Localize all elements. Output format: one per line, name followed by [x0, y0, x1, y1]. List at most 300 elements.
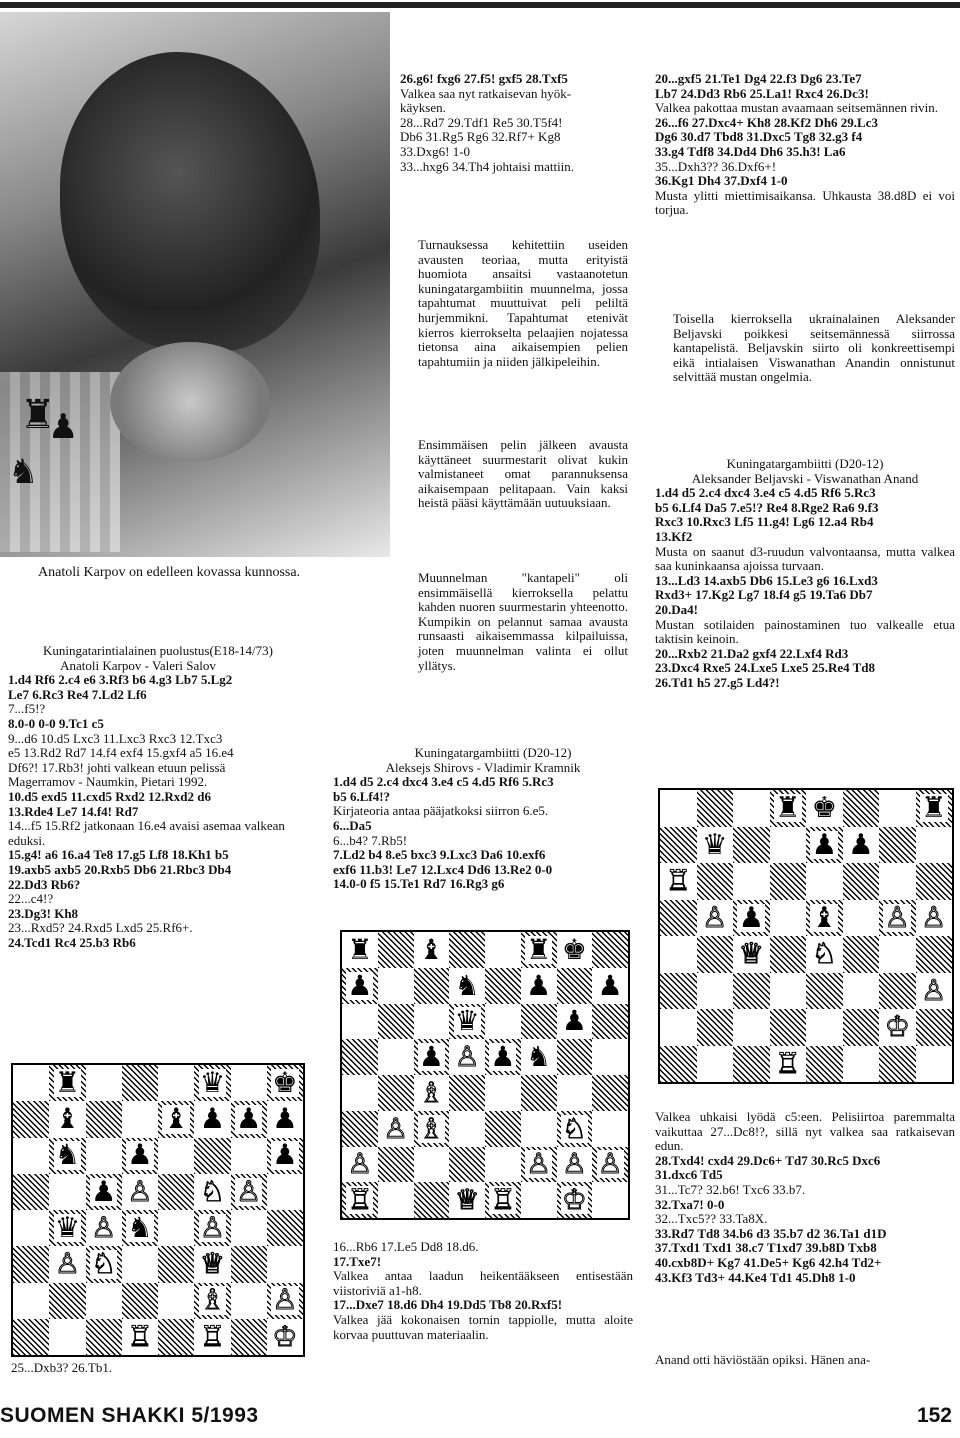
- board-square: [879, 973, 916, 1010]
- chess-piece: ♜: [920, 791, 947, 825]
- board-square: [231, 1283, 267, 1319]
- col2-para1: Turnauksessa kehitettiin useiden avausten teoriaa, mutta erityistä huomiota ansaitsi vastaanotetun kuningatargambiitin muunnelma, jossa tapahtumat muuttuivat peli peliltä hurjemmikni. Tapahtumat etenivät kierros kierrokselta pelaajien nojatessa tietonsa aina aikaisempien pelien tapahtumiin ja niiden jälkipeleihin.: [418, 237, 628, 369]
- board-square: [449, 1111, 485, 1147]
- board-square: [916, 1009, 953, 1046]
- board-square: [449, 1075, 485, 1111]
- board-square: [843, 827, 880, 864]
- board-square: [267, 1283, 303, 1319]
- board-square: [521, 932, 557, 968]
- board-square: [13, 1246, 49, 1282]
- board-square: [13, 1065, 49, 1101]
- chess-piece: ♟: [418, 1040, 444, 1074]
- board-square: [660, 1046, 697, 1083]
- chess-piece: ♖: [490, 1183, 516, 1217]
- text-line: 32.Txa7! 0-0: [655, 1196, 725, 1212]
- board-square: [879, 900, 916, 937]
- board-square: [49, 1246, 85, 1282]
- board-square: [521, 968, 557, 1004]
- board-square: [158, 1138, 194, 1174]
- game1-players: Anatoli Karpov - Valeri Salov: [60, 657, 216, 673]
- text-line: 23...Rxd5? 24.Rxd5 Lxd5 25.Rf6+.: [8, 920, 193, 936]
- board-square: [485, 1182, 521, 1218]
- text-line: 20...Rxb2 21.Da2 gxf4 22.Lxf4 Rd3: [655, 645, 849, 661]
- text-line: 28...Rd7 29.Tdf1 Re5 30.T5f4!: [400, 114, 563, 130]
- board-square: [806, 827, 843, 864]
- board-square: [194, 1174, 230, 1210]
- board-square: [158, 1210, 194, 1246]
- chess-piece: ♖: [347, 1183, 373, 1217]
- board-square: [733, 790, 770, 827]
- board-square: [158, 1101, 194, 1137]
- chess-piece: ♗: [418, 1111, 444, 1145]
- board-square: [13, 1174, 49, 1210]
- chess-piece: ♞: [526, 1040, 552, 1074]
- text-line: 8.0-0 0-0 9.Tc1 c5: [8, 715, 104, 731]
- board-square: [697, 900, 734, 937]
- chess-piece: ♙: [272, 1283, 298, 1317]
- text-line: 20.Da4!: [655, 601, 698, 617]
- chess-diagram-1: [11, 1063, 305, 1357]
- text-line: exf6 11.b3! Le7 12.Lxc4 Dd6 13.Re2 0-0: [333, 861, 553, 877]
- board-square: [592, 968, 628, 1004]
- board-square: [378, 1182, 414, 1218]
- board-square: [49, 1065, 85, 1101]
- board-square: [770, 1009, 807, 1046]
- board-square: [557, 1111, 593, 1147]
- chess-piece: ♟: [347, 968, 373, 1002]
- board-square: [414, 968, 450, 1004]
- chess-piece: ♙: [199, 1210, 226, 1244]
- board-square: [13, 1283, 49, 1319]
- board-square: [660, 936, 697, 973]
- board-square: [342, 968, 378, 1004]
- chess-diagram-3: [658, 788, 954, 1084]
- text-line: 1.d4 d5 2.c4 dxc4 3.e4 c5 4.d5 Rf6 5.Rc3: [333, 774, 554, 790]
- board-square: [342, 1075, 378, 1111]
- text-line: Lb7 24.Dd3 Rb6 25.La1! Rxc4 26.Dc3!: [655, 85, 869, 101]
- magazine-title: SUOMEN SHAKKI 5/1993: [0, 1404, 259, 1427]
- board-square: [660, 790, 697, 827]
- board-square: [485, 1075, 521, 1111]
- text-line: 19.axb5 axb5 20.Rxb5 Db6 21.Rbc3 Db4: [8, 861, 232, 877]
- chess-piece: ♚: [272, 1065, 298, 1099]
- board-square: [122, 1101, 158, 1137]
- board-square: [697, 936, 734, 973]
- board-square: [231, 1138, 267, 1174]
- board-square: [770, 900, 807, 937]
- board-square: [86, 1174, 122, 1210]
- text-line: 37.Txd1 Txd1 38.c7 T1xd7 39.b8D Txb8: [655, 1240, 877, 1256]
- text-line: 16...Rb6 17.Le5 Dd8 18.d6.: [333, 1239, 479, 1254]
- chess-piece: ♛: [54, 1210, 81, 1244]
- chess-piece: ♟: [738, 900, 765, 934]
- board-square: [449, 932, 485, 968]
- board-square: [521, 1039, 557, 1075]
- board-square: [697, 1046, 734, 1083]
- board-square: [378, 1004, 414, 1040]
- board-square: [592, 1111, 628, 1147]
- board-square: [879, 863, 916, 900]
- board-square: [194, 1246, 230, 1282]
- board-square: [733, 827, 770, 864]
- board-square: [485, 932, 521, 968]
- chess-piece: ♕: [199, 1247, 226, 1281]
- board-square: [414, 1182, 450, 1218]
- game1-after: 25...Dxb3? 26.Tb1.: [11, 1360, 113, 1375]
- text-line: 13.Kf2: [655, 528, 693, 544]
- text-line: Df6?! 17.Rb3! johti valkean etuun pelissä: [8, 759, 226, 775]
- photo-karpov: ♜ ♟ ♞: [0, 12, 390, 557]
- board-square: [378, 1039, 414, 1075]
- text-line: Musta on saanut d3-ruudun valvontaansa, mutta valkea saa kuninkaansa ajoissa turvaan.: [655, 543, 955, 574]
- board-square: [231, 1210, 267, 1246]
- text-line: 20...gxf5 21.Te1 Dg4 22.f3 Dg6 23.Te7: [655, 71, 862, 86]
- text-line: b5 6.Lf4!?: [333, 788, 391, 804]
- board-square: [916, 900, 953, 937]
- text-line: 15.g4! a6 16.a4 Te8 17.g5 Lf8 18.Kh1 b5: [8, 847, 229, 863]
- board-square: [158, 1319, 194, 1355]
- board-square: [697, 1009, 734, 1046]
- text-line: Valkea uhkaisi lyödä c5:een. Pelisiirtoa paremmalta vaikuttaa 27...Dc8!?, sillä nyt valkea saa ratkaisevan edun.: [655, 1109, 955, 1154]
- board-square: [267, 1174, 303, 1210]
- chess-piece: ♙: [526, 1147, 552, 1181]
- board-square: [49, 1319, 85, 1355]
- board-square: [806, 1046, 843, 1083]
- board-square: [485, 1111, 521, 1147]
- board-square: [231, 1319, 267, 1355]
- chess-diagram-2: [340, 930, 630, 1220]
- chess-piece: ♗: [199, 1283, 226, 1317]
- chess-piece: ♟: [272, 1138, 298, 1172]
- board-square: [194, 1138, 230, 1174]
- text-line: 33.Dxg6! 1-0: [400, 143, 471, 159]
- text-line: käyksen.: [400, 100, 446, 116]
- text-line: 35...Dxh3?? 36.Dxf6+!: [655, 158, 777, 174]
- text-line: 31.dxc6 Td5: [655, 1167, 723, 1183]
- chess-piece: ♙: [701, 900, 728, 934]
- board-square: [557, 932, 593, 968]
- text-line: 14.0-0 f5 15.Te1 Rd7 16.Rg3 g6: [333, 876, 505, 892]
- chess-piece: ♙: [235, 1174, 262, 1208]
- text-line: 22.Dd3 Rb6?: [8, 876, 81, 892]
- board-square: [697, 973, 734, 1010]
- game3-players: Aleksander Beljavski - Viswanathan Anand: [691, 470, 919, 486]
- text-line: 17.Txe7!: [333, 1253, 382, 1269]
- chess-piece: ♙: [347, 1147, 373, 1181]
- col3-para1: Toisella kierroksella ukrainalainen Aleksander Beljavski poikkesi seitsemännessä siirrossa kantapelistä. Beljavskin siirto oli konkreettisempi eikä intialaisen Viswanathan Anandin onnistunut selvittää mustan ongelmia.: [673, 311, 955, 385]
- board-square: [378, 968, 414, 1004]
- board-square: [557, 1182, 593, 1218]
- board-square: [770, 827, 807, 864]
- text-line: 28.Txd4! cxd4 29.Dc6+ Td7 30.Rc5 Dxc6: [655, 1152, 881, 1168]
- chess-piece: ♔: [884, 1010, 911, 1044]
- game2-players: Aleksejs Shirovs - Vladimir Kramnik: [385, 759, 581, 775]
- text-line: 32...Txc5?? 33.Ta8X.: [655, 1211, 768, 1227]
- text-line: 23.Dxc4 Rxe5 24.Lxe5 Lxe5 25.Re4 Td8: [655, 660, 876, 676]
- text-line: 43.Kf3 Td3+ 44.Ke4 Td1 45.Dh8 1-0: [655, 1269, 856, 1285]
- board-square: [521, 1075, 557, 1111]
- board-square: [697, 863, 734, 900]
- board-square: [414, 1075, 450, 1111]
- chess-piece: ♜: [54, 1065, 81, 1099]
- game2-block: [333, 746, 633, 892]
- chess-piece: ♜: [774, 791, 801, 825]
- board-square: [86, 1138, 122, 1174]
- board-square: [378, 1111, 414, 1147]
- board-square: [231, 1174, 267, 1210]
- board-square: [806, 1009, 843, 1046]
- game1-block: [8, 644, 308, 950]
- board-square: [916, 863, 953, 900]
- board-square: [843, 936, 880, 973]
- text-line: 26.Td1 h5 27.g5 Ld4?!: [655, 674, 780, 690]
- board-square: [879, 790, 916, 827]
- text-line: 10.d5 exd5 11.cxd5 Rxd2 12.Rxd2 d6: [8, 788, 211, 804]
- board-square: [592, 1004, 628, 1040]
- text-line: Kirjateoria antaa pääjatkoksi siirron 6.e5.: [333, 803, 549, 819]
- board-square: [557, 968, 593, 1004]
- board-square: [806, 790, 843, 827]
- board-square: [158, 1174, 194, 1210]
- chess-piece: ♘: [811, 937, 838, 971]
- text-line: 33.Rd7 Td8 34.b6 d3 35.b7 d2 36.Ta1 d1D: [655, 1225, 887, 1241]
- text-line: Valkea antaa laadun heikentääkseen entisestään viistoriviä a1-h8.: [333, 1268, 633, 1298]
- chess-piece: ♜: [526, 932, 552, 966]
- board-square: [122, 1319, 158, 1355]
- board-square: [267, 1065, 303, 1101]
- board-square: [733, 936, 770, 973]
- board-square: [378, 932, 414, 968]
- text-line: 36.Kg1 Dh4 37.Dxf4 1-0: [655, 173, 788, 189]
- board-square: [86, 1246, 122, 1282]
- board-square: [733, 1046, 770, 1083]
- board-square: [485, 968, 521, 1004]
- col2-para3: Muunnelman "kantapeli" oli ensimmäisellä kierroksella pelattu kahden nuoren suurmestarin yhteenotto. Kumpikin on pelannut samaa avausta runsaasti aikaisemmassa kilpailuissa, joten muunnelman valinta ei ollut yllätys.: [418, 570, 628, 673]
- chess-piece: ♔: [272, 1319, 298, 1353]
- text-line: 14...f5 15.Rf2 jatkonaan 16.e4 avaisi asemaa valkean eduksi.: [8, 818, 285, 848]
- board-square: [13, 1101, 49, 1137]
- board-square: [557, 1075, 593, 1111]
- text-line: 22...c4!?: [8, 891, 54, 907]
- board-square: [806, 900, 843, 937]
- board-square: [342, 1147, 378, 1183]
- chess-piece: ♟: [811, 827, 838, 861]
- text-line: 6...Da5: [333, 817, 372, 833]
- board-square: [916, 827, 953, 864]
- board-square: [122, 1246, 158, 1282]
- chess-piece: ♛: [454, 1004, 480, 1038]
- chess-piece: ♝: [54, 1102, 81, 1136]
- chess-piece: ♟: [90, 1174, 117, 1208]
- game3-title: Kuningatargambiitti (D20-12): [726, 456, 884, 471]
- chess-piece: ♙: [54, 1247, 81, 1281]
- board-square: [770, 790, 807, 827]
- chess-piece: ♙: [383, 1111, 409, 1145]
- text-line: Db6 31.Rg5 Rg6 32.Rf7+ Kg8: [400, 129, 561, 145]
- col2-top: [400, 72, 628, 174]
- chess-piece: ♟: [127, 1138, 153, 1172]
- board-square: [86, 1101, 122, 1137]
- col3-final: Anand otti häviöstään opiksi. Hänen ana-: [655, 1352, 871, 1367]
- board-square: [231, 1246, 267, 1282]
- text-line: Musta ylitti miettimisaikansa. Uhkausta 38.d8D ei voi torjua.: [655, 187, 955, 218]
- text-line: 9...d6 10.d5 Lxc3 11.Lxc3 Rxc3 12.Txc3: [8, 730, 223, 746]
- board-square: [521, 1147, 557, 1183]
- text-line: 31...Tc7? 32.b6! Txc6 33.b7.: [655, 1181, 806, 1197]
- chess-piece: ♟: [561, 1004, 587, 1038]
- board-square: [485, 1147, 521, 1183]
- board-square: [843, 1009, 880, 1046]
- board-square: [49, 1283, 85, 1319]
- board-square: [414, 1111, 450, 1147]
- board-square: [770, 863, 807, 900]
- board-square: [86, 1319, 122, 1355]
- board-square: [342, 1039, 378, 1075]
- board-square: [770, 1046, 807, 1083]
- board-square: [267, 1101, 303, 1137]
- board-square: [158, 1065, 194, 1101]
- board-square: [843, 973, 880, 1010]
- board-square: [879, 827, 916, 864]
- board-square: [378, 1147, 414, 1183]
- page-number: 152: [916, 1404, 952, 1427]
- board-square: [49, 1174, 85, 1210]
- chess-piece: ♟: [597, 968, 623, 1002]
- board-square: [122, 1210, 158, 1246]
- board-square: [49, 1210, 85, 1246]
- board-square: [414, 1039, 450, 1075]
- chess-piece: ♙: [561, 1147, 587, 1181]
- board-square: [557, 1039, 593, 1075]
- board-square: [592, 1075, 628, 1111]
- board-square: [342, 932, 378, 968]
- board-square: [592, 932, 628, 968]
- chess-piece: ♝: [811, 900, 838, 934]
- board-square: [194, 1065, 230, 1101]
- chess-piece: ♘: [199, 1174, 226, 1208]
- board-square: [879, 936, 916, 973]
- text-line: Valkea saa nyt ratkaisevan hyök-: [400, 85, 572, 101]
- chess-piece: ♟: [272, 1102, 298, 1136]
- col2-para2: Ensimmäisen pelin jälkeen avausta käyttäneet suurmestarit olivat kukin valmistaneet omat parannuksensa aikaisempaan pelitapaan. Vain kaksi heistä pääsi käyttämään uutuuksiaan.: [418, 437, 628, 511]
- game1-title: Kuningatarintialainen puolustus(E18-14/73): [43, 643, 273, 658]
- chess-piece: ♙: [920, 900, 947, 934]
- board-square: [194, 1101, 230, 1137]
- board-square: [660, 900, 697, 937]
- chess-piece: ♙: [597, 1147, 623, 1181]
- board-square: [13, 1319, 49, 1355]
- board-square: [485, 1039, 521, 1075]
- chess-piece: ♕: [454, 1183, 480, 1217]
- board-square: [342, 1182, 378, 1218]
- board-square: [414, 1147, 450, 1183]
- text-line: 26...f6 27.Dxc4+ Kh8 28.Kf2 Dh6 29.Lc3: [655, 114, 878, 130]
- chess-piece: ♖: [774, 1046, 801, 1080]
- chess-piece: ♛: [199, 1065, 226, 1099]
- board-square: [194, 1210, 230, 1246]
- board-square: [697, 827, 734, 864]
- text-line: 17...Dxe7 18.d6 Dh4 19.Dd5 Tb8 20.Rxf5!: [333, 1297, 563, 1313]
- board-square: [557, 1004, 593, 1040]
- board-square: [158, 1246, 194, 1282]
- board-square: [916, 790, 953, 827]
- chess-piece: ♞: [454, 968, 480, 1002]
- text-line: 33...hxg6 34.Th4 johtaisi mattiin.: [400, 158, 575, 174]
- chess-piece: ♟: [526, 968, 552, 1002]
- col2-bottom: [333, 1240, 633, 1342]
- chess-piece: ♙: [884, 900, 911, 934]
- board-square: [49, 1101, 85, 1137]
- board-square: [660, 973, 697, 1010]
- chess-piece: ♖: [127, 1319, 153, 1353]
- board-square: [414, 932, 450, 968]
- board-square: [86, 1065, 122, 1101]
- board-square: [843, 790, 880, 827]
- game3-block: [655, 457, 955, 691]
- chess-piece: ♞: [127, 1210, 153, 1244]
- board-square: [342, 1004, 378, 1040]
- board-square: [86, 1210, 122, 1246]
- text-line: Dg6 30.d7 Tbd8 31.Dxc5 Tg8 32.g3 f4: [655, 129, 863, 145]
- board-square: [122, 1283, 158, 1319]
- board-square: [267, 1210, 303, 1246]
- text-line: 1.d4 d5 2.c4 dxc4 3.e4 c5 4.d5 Rf6 5.Rc3: [655, 485, 876, 501]
- board-square: [449, 1182, 485, 1218]
- board-square: [697, 790, 734, 827]
- board-square: [733, 973, 770, 1010]
- photo-caption: Anatoli Karpov on edelleen kovassa kunnossa.: [38, 565, 301, 580]
- chess-piece: ♙: [90, 1210, 117, 1244]
- board-square: [843, 863, 880, 900]
- board-square: [231, 1101, 267, 1137]
- board-square: [806, 863, 843, 900]
- board-square: [449, 1039, 485, 1075]
- board-square: [521, 1111, 557, 1147]
- chess-piece: ♘: [561, 1111, 587, 1145]
- text-line: 13.Rde4 Le7 14.f4! Rd7: [8, 803, 139, 819]
- board-square: [916, 936, 953, 973]
- chess-piece: ♟: [490, 1040, 516, 1074]
- board-square: [660, 863, 697, 900]
- board-square: [485, 1004, 521, 1040]
- chess-piece: ♕: [738, 937, 765, 971]
- text-line: 7.Ld2 b4 8.e5 bxc3 9.Lxc3 Da6 10.exf6: [333, 847, 546, 863]
- col3-top: [655, 72, 955, 218]
- board-square: [557, 1147, 593, 1183]
- text-line: Valkea pakottaa mustan avaamaan seitsemännen rivin.: [655, 100, 939, 116]
- chess-piece: ♟: [235, 1102, 262, 1136]
- top-rule: [0, 2, 960, 8]
- text-line: 40.cxb8D+ Kg7 41.De5+ Kg6 42.h4 Td2+: [655, 1254, 882, 1270]
- board-square: [449, 968, 485, 1004]
- board-square: [843, 1046, 880, 1083]
- board-square: [916, 973, 953, 1010]
- text-line: Rxc3 10.Rxc3 Lf5 11.g4! Lg6 12.a4 Rb4: [655, 514, 874, 530]
- chess-piece: ♝: [418, 932, 444, 966]
- board-square: [449, 1147, 485, 1183]
- chess-piece: ♙: [454, 1040, 480, 1074]
- board-square: [49, 1138, 85, 1174]
- board-square: [342, 1111, 378, 1147]
- board-square: [158, 1283, 194, 1319]
- board-square: [521, 1182, 557, 1218]
- chess-piece: ♟: [847, 827, 874, 861]
- chess-piece: ♘: [90, 1247, 117, 1281]
- chess-piece: ♚: [811, 791, 838, 825]
- game2-title: Kuningatargambiitti (D20-12): [414, 745, 572, 760]
- board-square: [521, 1004, 557, 1040]
- board-square: [267, 1246, 303, 1282]
